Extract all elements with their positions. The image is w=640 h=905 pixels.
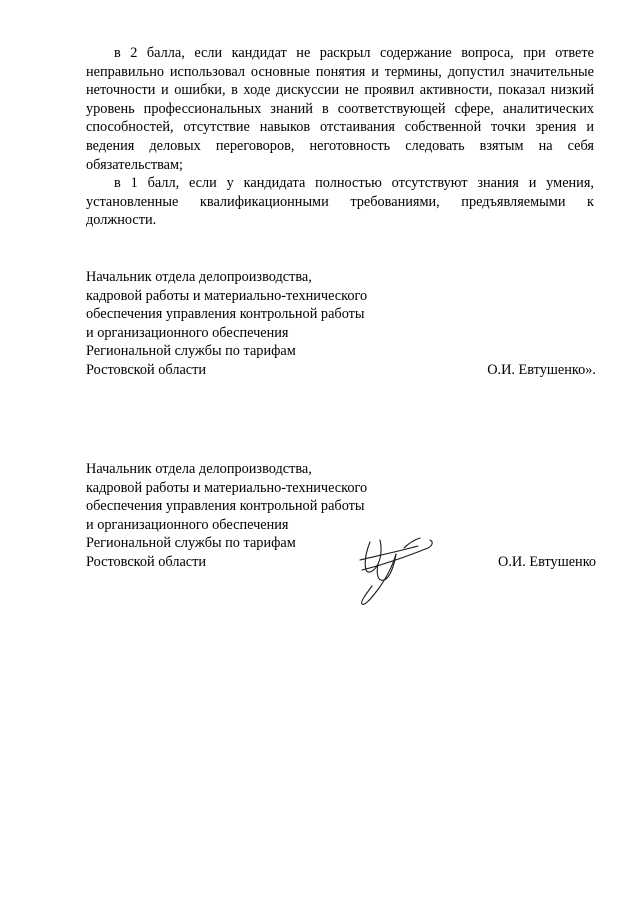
signer-name: О.И. Евтушенко xyxy=(498,553,597,570)
signer-title-line: Региональной службы по тарифам xyxy=(86,343,296,360)
signer-title-line: Региональной службы по тарифам xyxy=(86,535,296,552)
signature-block-quoted xyxy=(86,268,596,380)
signer-title-line: Начальник отдела делопроизводства, xyxy=(86,269,312,285)
paragraph-1-point: в 1 балл, если у кандидата полностью отсутствуют знания и умения, установленные квалификационными требованиями, предъявляемыми к должности. xyxy=(86,175,594,229)
signer-title-last-row xyxy=(86,361,596,380)
signer-title-last-row xyxy=(86,553,596,572)
signer-title-line: Ростовской области xyxy=(86,553,207,570)
signer-title-line: Начальник отдела делопроизводства, xyxy=(86,461,312,477)
signer-title-line: кадровой работы и материально-технического xyxy=(86,287,368,304)
handwritten-signature xyxy=(348,530,438,610)
signer-title-line: и организационного обеспечения xyxy=(86,324,289,341)
paragraph-2-points: в 2 балла, если кандидат не раскрыл содержание вопроса, при ответе неправильно использовал основные понятия и термины, допустил значительные неточности и ошибки, в ходе дискуссии не проявил активности, показал низкий уровень профессиональных знаний в соответствующей сфере, аналитических способностей, отсутствие навыков отстаивания собственной точки зрения и ведения деловых переговоров, неготовность следовать взятым на себя обязательствам; xyxy=(86,45,594,173)
signer-title-line: и организационного обеспечения xyxy=(86,516,289,533)
signer-title-line: обеспечения управления контрольной работы xyxy=(86,498,365,515)
signer-name: О.И. Евтушенко». xyxy=(487,361,596,378)
signer-title-line: обеспечения управления контрольной работы xyxy=(86,306,365,323)
signer-title-line: Ростовской области xyxy=(86,361,207,378)
signature-block xyxy=(86,460,596,572)
signer-title-line: кадровой работы и материально-технического xyxy=(86,479,368,496)
